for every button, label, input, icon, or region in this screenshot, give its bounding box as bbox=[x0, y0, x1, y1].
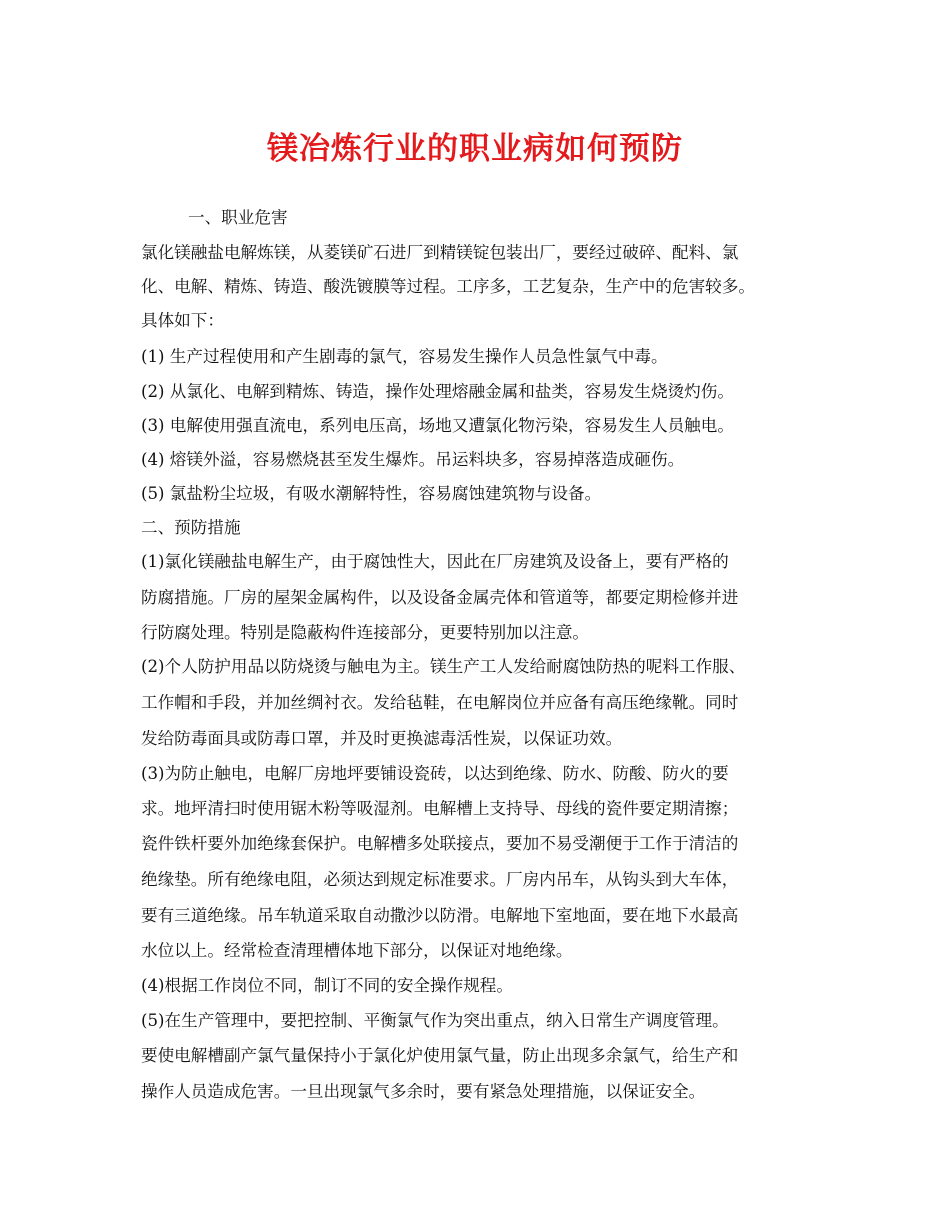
list-item: (4) 熔镁外溢，容易燃烧甚至发生爆炸。吊运料块多，容易掉落造成砸伤。 bbox=[141, 450, 685, 469]
paragraph-line: 操作人员造成危害。一旦出现氯气多余时，要有紧急处理措施，以保证安全。 bbox=[141, 1082, 706, 1101]
paragraph-line: 绝缘垫。所有绝缘电阻，必须达到规定标准要求。厂房内吊车，从钩头到大车体， bbox=[141, 870, 739, 889]
paragraph-line: 瓷件铁杆要外加绝缘套保护。电解槽多处联接点，要加不易受潮便于工作于清洁的 bbox=[141, 834, 739, 853]
paragraph-line: 要使电解槽副产氯气量保持小于氯化炉使用氯气量，防止出现多余氯气，给生产和 bbox=[141, 1046, 739, 1065]
paragraph-line: 氯化镁融盐电解炼镁，从菱镁矿石进厂到精镁锭包装出厂，要经过破碎、配料、氯 bbox=[141, 243, 739, 262]
section-heading-prevention: 二、预防措施 bbox=[141, 518, 241, 537]
paragraph-line: (2)个人防护用品以防烧烫与触电为主。镁生产工人发给耐腐蚀防热的呢料工作服、 bbox=[141, 657, 746, 676]
paragraph-line: 发给防毒面具或防毒口罩，并及时更换滤毒活性炭，以保证功效。 bbox=[141, 729, 623, 748]
list-item: (1) 生产过程使用和产生剧毒的氯气，容易发生操作人员急性氯气中毒。 bbox=[141, 347, 668, 366]
paragraph-line: 求。地坪清扫时使用锯木粉等吸湿剂。电解槽上支持导、母线的瓷件要定期清擦； bbox=[141, 799, 739, 818]
document-title: 镁冶炼行业的职业病如何预防 bbox=[267, 131, 683, 167]
list-item: (2) 从氯化、电解到精炼、铸造，操作处理熔融金属和盐类，容易发生烧烫灼伤。 bbox=[141, 382, 734, 401]
paragraph-line: 防腐措施。厂房的屋架金属构件，以及设备金属壳体和管道等，都要定期检修并进 bbox=[141, 588, 739, 607]
paragraph-line: 水位以上。经常检查清理槽体地下部分，以保证对地绝缘。 bbox=[141, 941, 573, 960]
section-heading-hazards: 一、职业危害 bbox=[188, 208, 288, 227]
paragraph-line: (3)为防止触电，电解厂房地坪要铺设瓷砖，以达到绝缘、防水、防酸、防火的要 bbox=[141, 764, 729, 783]
paragraph-line: (5)在生产管理中，要把控制、平衡氯气作为突出重点，纳入日常生产调度管理。 bbox=[141, 1011, 729, 1030]
paragraph-line: 要有三道绝缘。吊车轨道采取自动撒沙以防滑。电解地下室地面，要在地下水最高 bbox=[141, 906, 739, 925]
paragraph-line: 化、电解、精炼、铸造、酸洗镀膜等过程。工序多，工艺复杂，生产中的危害较多。 bbox=[141, 277, 755, 296]
paragraph-line: (4)根据工作岗位不同，制订不同的安全操作规程。 bbox=[141, 976, 513, 995]
paragraph-line: 工作帽和手段，并加丝绸衬衣。发给毡鞋，在电解岗位并应备有高压绝缘靴。同时 bbox=[141, 693, 739, 712]
list-item: (5) 氯盐粉尘垃圾，有吸水潮解特性，容易腐蚀建筑物与设备。 bbox=[141, 484, 602, 503]
list-item: (3) 电解使用强直流电，系列电压高，场地又遭氯化物污染，容易发生人员触电。 bbox=[141, 416, 734, 435]
paragraph-line: 具体如下： bbox=[141, 311, 224, 330]
paragraph-line: (1)氯化镁融盐电解生产，由于腐蚀性大，因此在厂房建筑及设备上，要有严格的 bbox=[141, 552, 729, 571]
paragraph-line: 行防腐处理。特别是隐蔽构件连接部分，更要特别加以注意。 bbox=[141, 623, 590, 642]
